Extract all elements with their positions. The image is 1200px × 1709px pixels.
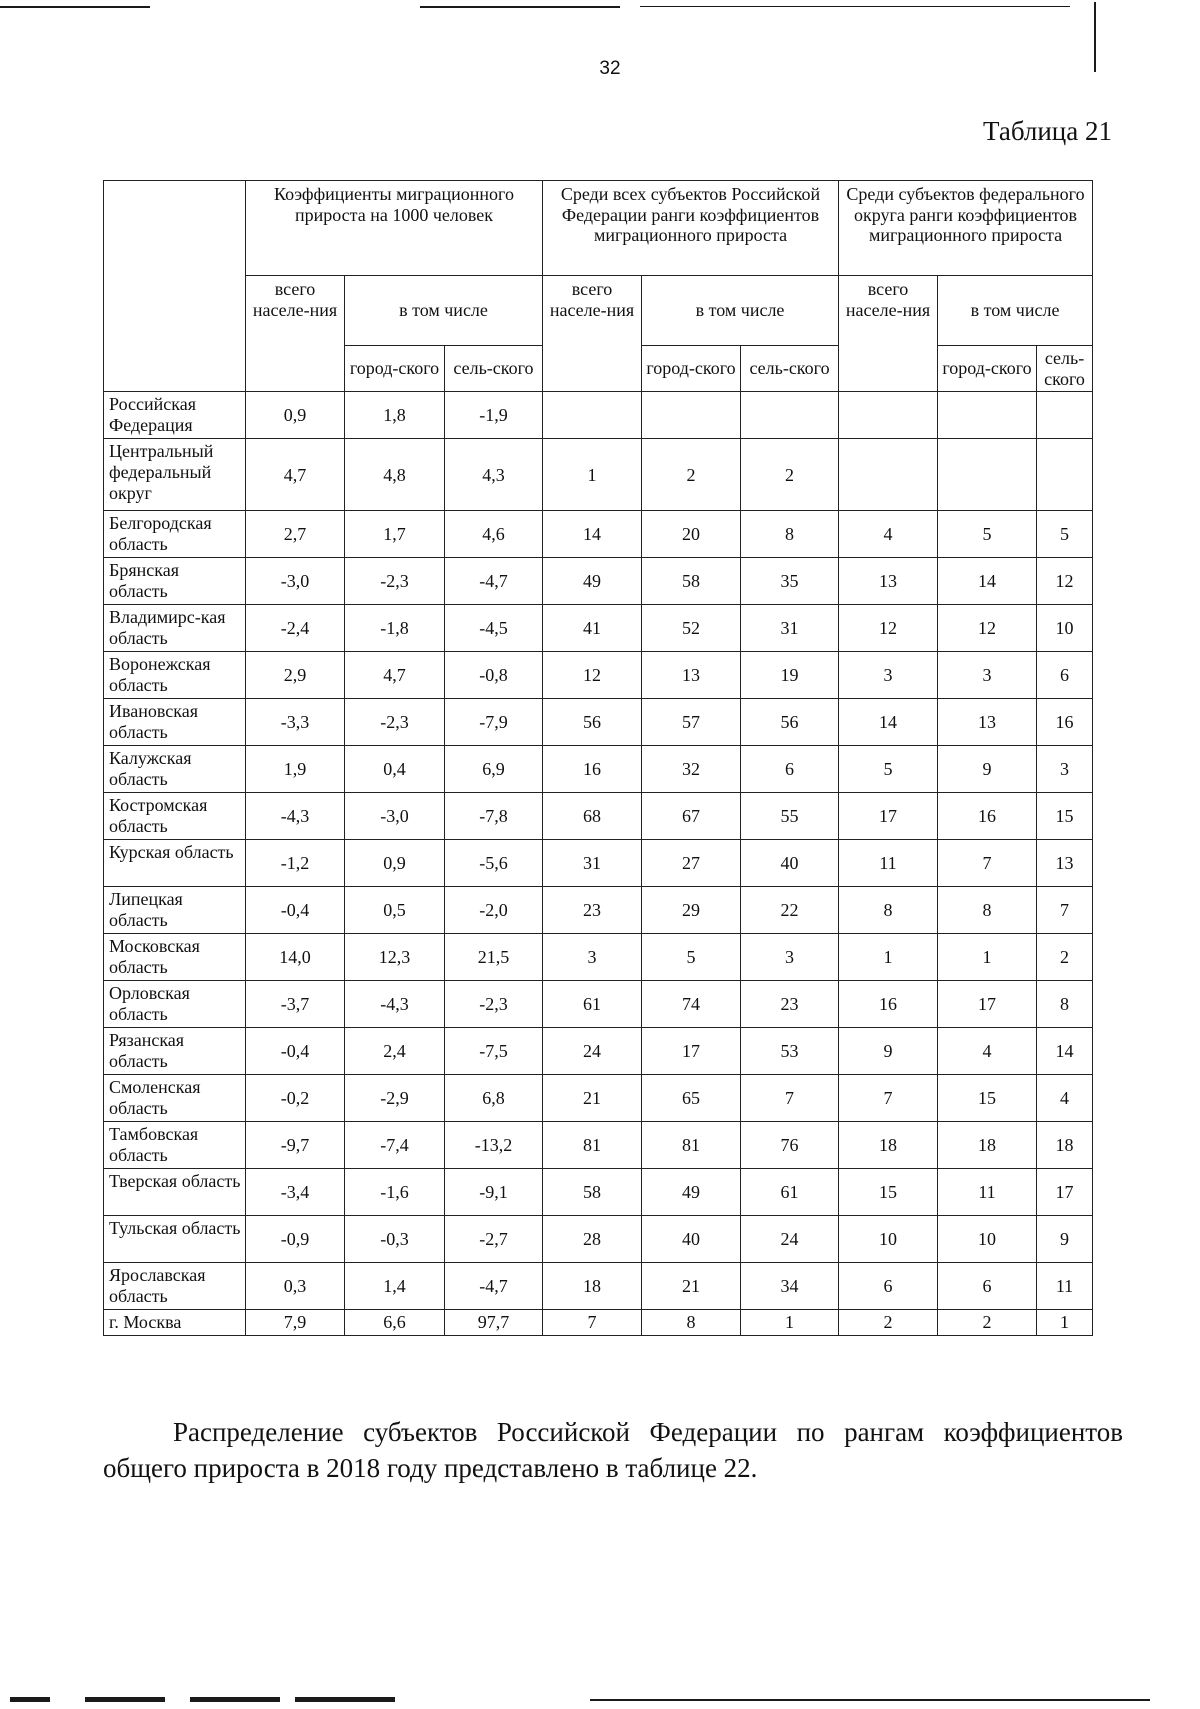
- header-rural: сель-ского: [741, 346, 839, 392]
- cell: 68: [543, 793, 642, 840]
- cell: 61: [543, 981, 642, 1028]
- cell: 0,9: [246, 392, 345, 439]
- cell: -0,8: [445, 652, 543, 699]
- region-name: Центральный федеральный округ: [104, 439, 246, 511]
- cell: 11: [1037, 1263, 1093, 1310]
- table-row: [104, 840, 1093, 887]
- cell: 14: [938, 558, 1037, 605]
- cell: 12: [543, 652, 642, 699]
- header-total: всего населе-ния: [246, 276, 345, 392]
- header-incl: в том числе: [642, 276, 839, 346]
- cell: 24: [741, 1216, 839, 1263]
- cell: 12: [1037, 558, 1093, 605]
- cell: 19: [741, 652, 839, 699]
- cell: [938, 439, 1037, 511]
- cell: 97,7: [445, 1310, 543, 1336]
- cell: 40: [741, 840, 839, 887]
- cell: 6,9: [445, 746, 543, 793]
- scan-bottom-rule: [190, 1697, 280, 1702]
- table-row: [104, 981, 1093, 1028]
- cell: 2: [839, 1310, 938, 1336]
- cell: 16: [1037, 699, 1093, 746]
- table-row: [104, 511, 1093, 558]
- cell: 4,7: [345, 652, 445, 699]
- cell: -2,4: [246, 605, 345, 652]
- cell: 31: [741, 605, 839, 652]
- cell: 1: [839, 934, 938, 981]
- cell: 23: [741, 981, 839, 1028]
- cell: -2,3: [345, 558, 445, 605]
- cell: 56: [543, 699, 642, 746]
- cell: 21,5: [445, 934, 543, 981]
- cell: 9: [839, 1028, 938, 1075]
- cell: 8: [1037, 981, 1093, 1028]
- cell: 31: [543, 840, 642, 887]
- cell: 7: [839, 1075, 938, 1122]
- region-name: Орловская область: [104, 981, 246, 1028]
- region-name: Костромская область: [104, 793, 246, 840]
- cell: -7,9: [445, 699, 543, 746]
- region-name: Ярославская область: [104, 1263, 246, 1310]
- region-name: Тверская область: [104, 1169, 246, 1216]
- region-name: Московская область: [104, 934, 246, 981]
- cell: 40: [642, 1216, 741, 1263]
- cell: 13: [839, 558, 938, 605]
- region-name: Курская область: [104, 840, 246, 887]
- cell: 8: [642, 1310, 741, 1336]
- scan-bottom-rule: [295, 1697, 395, 1702]
- header-incl: в том числе: [938, 276, 1093, 346]
- cell: 2: [1037, 934, 1093, 981]
- cell: 13: [1037, 840, 1093, 887]
- cell: 4,6: [445, 511, 543, 558]
- cell: 23: [543, 887, 642, 934]
- cell: -0,3: [345, 1216, 445, 1263]
- cell: 10: [1037, 605, 1093, 652]
- cell: 12,3: [345, 934, 445, 981]
- cell: 6: [1037, 652, 1093, 699]
- cell: 18: [1037, 1122, 1093, 1169]
- cell: 5: [642, 934, 741, 981]
- cell: 9: [938, 746, 1037, 793]
- cell: 3: [938, 652, 1037, 699]
- cell: 67: [642, 793, 741, 840]
- cell: -3,7: [246, 981, 345, 1028]
- cell: [839, 392, 938, 439]
- cell: -4,7: [445, 1263, 543, 1310]
- table-row: [104, 1263, 1093, 1310]
- cell: 18: [543, 1263, 642, 1310]
- cell: -3,0: [345, 793, 445, 840]
- cell: 18: [839, 1122, 938, 1169]
- cell: 29: [642, 887, 741, 934]
- cell: -9,1: [445, 1169, 543, 1216]
- cell: 6: [938, 1263, 1037, 1310]
- cell: 8: [839, 887, 938, 934]
- cell: 7: [543, 1310, 642, 1336]
- cell: 16: [839, 981, 938, 1028]
- cell: 15: [839, 1169, 938, 1216]
- cell: -5,6: [445, 840, 543, 887]
- cell: 2: [741, 439, 839, 511]
- cell: 58: [642, 558, 741, 605]
- table-row: [104, 652, 1093, 699]
- cell: 56: [741, 699, 839, 746]
- header-urban: город-ского: [642, 346, 741, 392]
- migration-table: [103, 180, 1093, 1336]
- cell: [938, 392, 1037, 439]
- cell: 20: [642, 511, 741, 558]
- cell: -13,2: [445, 1122, 543, 1169]
- cell: 49: [642, 1169, 741, 1216]
- cell: 21: [543, 1075, 642, 1122]
- region-name: Рязанская область: [104, 1028, 246, 1075]
- cell: 57: [642, 699, 741, 746]
- header-rural: сель-ского: [1037, 346, 1093, 392]
- cell: 12: [938, 605, 1037, 652]
- cell: 81: [543, 1122, 642, 1169]
- cell: -4,7: [445, 558, 543, 605]
- cell: 58: [543, 1169, 642, 1216]
- cell: -2,9: [345, 1075, 445, 1122]
- table-row: [104, 793, 1093, 840]
- cell: 4: [839, 511, 938, 558]
- region-name: Владимирс-кая область: [104, 605, 246, 652]
- cell: -7,4: [345, 1122, 445, 1169]
- cell: 1,8: [345, 392, 445, 439]
- table-row: [104, 605, 1093, 652]
- cell: 5: [839, 746, 938, 793]
- table-row: [104, 1216, 1093, 1263]
- cell: 17: [839, 793, 938, 840]
- cell: [741, 392, 839, 439]
- cell: [839, 439, 938, 511]
- table-row: [104, 392, 1093, 439]
- cell: 4: [938, 1028, 1037, 1075]
- cell: -1,6: [345, 1169, 445, 1216]
- region-name: Белгородская область: [104, 511, 246, 558]
- cell: 34: [741, 1263, 839, 1310]
- cell: 2,4: [345, 1028, 445, 1075]
- cell: 21: [642, 1263, 741, 1310]
- table-row: [104, 1169, 1093, 1216]
- cell: -1,8: [345, 605, 445, 652]
- region-name: Тамбовская область: [104, 1122, 246, 1169]
- region-name: Брянская область: [104, 558, 246, 605]
- cell: -1,9: [445, 392, 543, 439]
- cell: 3: [543, 934, 642, 981]
- cell: 52: [642, 605, 741, 652]
- scan-top-rule: [640, 6, 1070, 7]
- cell: 1: [1037, 1310, 1093, 1336]
- region-name: Российская Федерация: [104, 392, 246, 439]
- cell: -3,4: [246, 1169, 345, 1216]
- region-name: Тульская область: [104, 1216, 246, 1263]
- cell: 6,8: [445, 1075, 543, 1122]
- cell: 13: [938, 699, 1037, 746]
- cell: -4,5: [445, 605, 543, 652]
- region-name: Калужская область: [104, 746, 246, 793]
- scan-bottom-rule: [10, 1697, 50, 1702]
- header-ranks-all-subjects: Среди всех субъектов Российской Федерации ранги коэффициентов миграционного прироста: [543, 181, 839, 276]
- cell: -0,4: [246, 1028, 345, 1075]
- header-migration-coefficients: Коэффициенты миграционного прироста на 1000 человек: [246, 181, 543, 276]
- header-rural: сель-ского: [445, 346, 543, 392]
- region-name: Липецкая область: [104, 887, 246, 934]
- table-row: [104, 1122, 1093, 1169]
- cell: 16: [938, 793, 1037, 840]
- cell: -2,7: [445, 1216, 543, 1263]
- cell: 4,7: [246, 439, 345, 511]
- table-row: [104, 1075, 1093, 1122]
- table-row: [104, 699, 1093, 746]
- table-caption: Таблица 21: [983, 116, 1112, 146]
- cell: 10: [938, 1216, 1037, 1263]
- page-number: 32: [599, 58, 621, 79]
- cell: 1: [543, 439, 642, 511]
- table-row: [104, 934, 1093, 981]
- cell: 1,4: [345, 1263, 445, 1310]
- cell: 2,9: [246, 652, 345, 699]
- header-total: всего населе-ния: [543, 276, 642, 392]
- cell: 32: [642, 746, 741, 793]
- region-name: г. Москва: [104, 1310, 246, 1336]
- cell: 11: [839, 840, 938, 887]
- cell: 4,8: [345, 439, 445, 511]
- cell: 1: [938, 934, 1037, 981]
- cell: [543, 392, 642, 439]
- cell: 17: [938, 981, 1037, 1028]
- table-row: [104, 887, 1093, 934]
- cell: 55: [741, 793, 839, 840]
- cell: 41: [543, 605, 642, 652]
- cell: 27: [642, 840, 741, 887]
- cell: 18: [938, 1122, 1037, 1169]
- cell: 0,5: [345, 887, 445, 934]
- cell: 76: [741, 1122, 839, 1169]
- body-paragraph: Распределение субъектов Российской Федерации по рангам коэффициентов общего прироста в 2018 году представлено в таблице 22.: [103, 1417, 1123, 1484]
- cell: 3: [1037, 746, 1093, 793]
- cell: -0,4: [246, 887, 345, 934]
- cell: 6: [839, 1263, 938, 1310]
- scan-top-rule: [420, 6, 620, 8]
- cell: 8: [938, 887, 1037, 934]
- scan-top-rule: [0, 6, 150, 8]
- cell: 81: [642, 1122, 741, 1169]
- cell: 11: [938, 1169, 1037, 1216]
- cell: 7: [938, 840, 1037, 887]
- region-name: Ивановская область: [104, 699, 246, 746]
- cell: 65: [642, 1075, 741, 1122]
- cell: 17: [1037, 1169, 1093, 1216]
- cell: 16: [543, 746, 642, 793]
- cell: -7,8: [445, 793, 543, 840]
- table-row: [104, 746, 1093, 793]
- cell: -4,3: [345, 981, 445, 1028]
- cell: [1037, 439, 1093, 511]
- cell: 24: [543, 1028, 642, 1075]
- cell: 0,3: [246, 1263, 345, 1310]
- table-row: [104, 558, 1093, 605]
- cell: 14: [839, 699, 938, 746]
- cell: 7,9: [246, 1310, 345, 1336]
- region-name: Воронежская область: [104, 652, 246, 699]
- header-urban: город-ского: [938, 346, 1037, 392]
- cell: 74: [642, 981, 741, 1028]
- cell: 1,7: [345, 511, 445, 558]
- cell: 53: [741, 1028, 839, 1075]
- cell: -3,3: [246, 699, 345, 746]
- header-total: всего населе-ния: [839, 276, 938, 392]
- cell: 61: [741, 1169, 839, 1216]
- cell: 0,4: [345, 746, 445, 793]
- cell: 4,3: [445, 439, 543, 511]
- cell: 1,9: [246, 746, 345, 793]
- cell: -0,2: [246, 1075, 345, 1122]
- cell: 35: [741, 558, 839, 605]
- cell: 13: [642, 652, 741, 699]
- cell: 49: [543, 558, 642, 605]
- table-row: [104, 1310, 1093, 1336]
- cell: 14,0: [246, 934, 345, 981]
- cell: -9,7: [246, 1122, 345, 1169]
- cell: 3: [839, 652, 938, 699]
- cell: 28: [543, 1216, 642, 1263]
- scan-bottom-rule: [590, 1699, 1150, 1701]
- header-incl: в том числе: [345, 276, 543, 346]
- cell: 7: [741, 1075, 839, 1122]
- cell: -3,0: [246, 558, 345, 605]
- cell: 2: [938, 1310, 1037, 1336]
- cell: 3: [741, 934, 839, 981]
- cell: 14: [1037, 1028, 1093, 1075]
- cell: -0,9: [246, 1216, 345, 1263]
- table-row: [104, 1028, 1093, 1075]
- cell: [642, 392, 741, 439]
- cell: -7,5: [445, 1028, 543, 1075]
- scan-bottom-rule: [85, 1697, 165, 1702]
- cell: -2,3: [445, 981, 543, 1028]
- cell: 15: [938, 1075, 1037, 1122]
- cell: 17: [642, 1028, 741, 1075]
- table-row: [104, 439, 1093, 511]
- cell: 2: [642, 439, 741, 511]
- cell: 10: [839, 1216, 938, 1263]
- cell: 1: [741, 1310, 839, 1336]
- cell: 6,6: [345, 1310, 445, 1336]
- cell: 2,7: [246, 511, 345, 558]
- cell: [1037, 392, 1093, 439]
- cell: 8: [741, 511, 839, 558]
- cell: -1,2: [246, 840, 345, 887]
- corner-cell: [104, 181, 246, 392]
- cell: -2,3: [345, 699, 445, 746]
- header-urban: город-ского: [345, 346, 445, 392]
- cell: -4,3: [246, 793, 345, 840]
- cell: 0,9: [345, 840, 445, 887]
- cell: 14: [543, 511, 642, 558]
- cell: 5: [938, 511, 1037, 558]
- cell: 4: [1037, 1075, 1093, 1122]
- cell: 6: [741, 746, 839, 793]
- cell: 9: [1037, 1216, 1093, 1263]
- cell: 15: [1037, 793, 1093, 840]
- region-name: Смоленская область: [104, 1075, 246, 1122]
- cell: 22: [741, 887, 839, 934]
- header-ranks-federal-district: Среди субъектов федерального округа ранги коэффициентов миграционного прироста: [839, 181, 1093, 276]
- cell: 5: [1037, 511, 1093, 558]
- cell: -2,0: [445, 887, 543, 934]
- cell: 12: [839, 605, 938, 652]
- cell: 7: [1037, 887, 1093, 934]
